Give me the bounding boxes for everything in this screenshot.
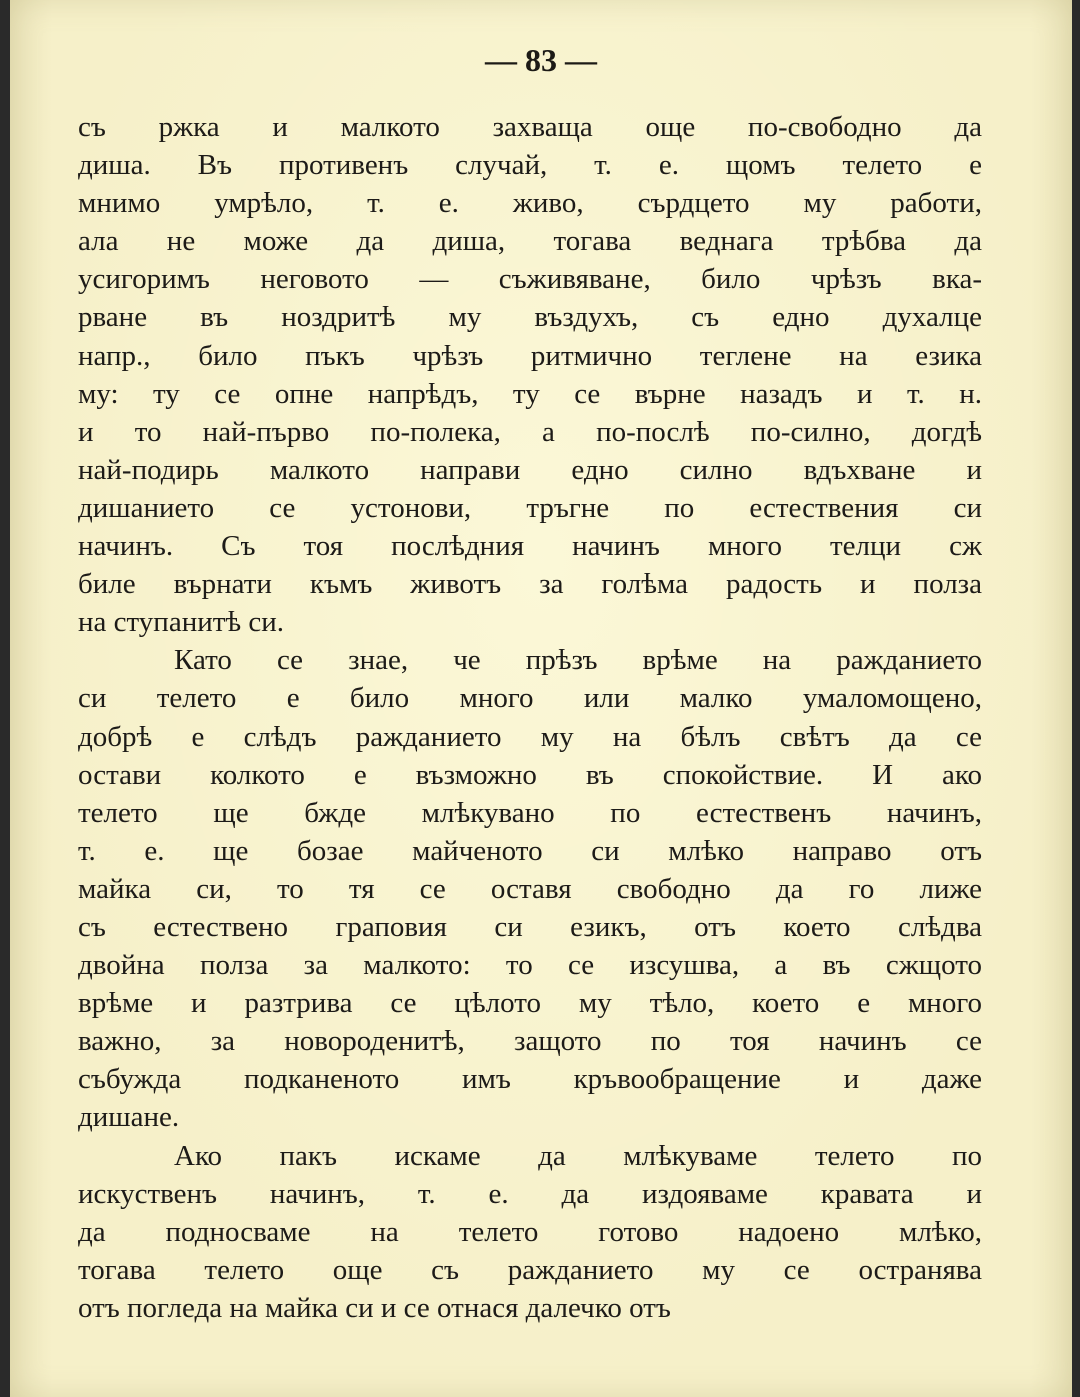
paragraph [78, 108, 982, 641]
text-line: дишанието се устонови, тръгне по естествения си [78, 491, 982, 524]
text-line: съ естествено граповия си езикъ, отъ което слѣдва [78, 910, 982, 943]
book-page [10, 0, 1072, 1397]
text-line: добрѣ е слѣдъ ражданието му на бѣлъ свѣтъ да се [78, 720, 982, 753]
text-line: мнимо умрѣло, т. е. живо, сърдцето му работи, [78, 187, 982, 220]
text-line: му: ту се опне напрѣдъ, ту се върне назадъ и т. н. [78, 377, 982, 410]
text-line: искуственъ начинъ, т. е. да издояваме кравата и [78, 1177, 982, 1210]
page-number: — 83 — [485, 42, 597, 78]
text-line: да подносваме на телето готово надоено млѣко, [78, 1215, 982, 1248]
text-line: Като се знае, че прѣзъ врѣме на ражданието [174, 644, 982, 677]
text-line: двойна полза за малкото: то се изсушва, а въ сжщото [78, 949, 982, 982]
text-line: и то най-първо по-полека, а по-послѣ по-силно, догдѣ [78, 415, 982, 448]
text-line: диша. Въ противенъ случай, т. е. щомъ телето е [78, 149, 982, 182]
text-line: съ ржка и малкото захваща още по-свободно да [78, 111, 982, 143]
text-line: отъ погледа на майка си и се отнася далечко отъ [78, 1291, 671, 1324]
paragraph [78, 641, 982, 1136]
text-line: Ако пакъ искаме да млѣкуваме телето по [174, 1139, 982, 1172]
text-line: усигоримъ неговото — съживяване, било чрѣзъ вка- [78, 263, 982, 296]
body-text [78, 108, 982, 1327]
text-line: т. е. ще бозае майченото си млѣко направо отъ [78, 834, 982, 867]
text-line: тогава телето още съ ражданието му се остранява [78, 1253, 982, 1286]
text-line: дишане. [78, 1101, 180, 1134]
text-line: на ступанитѣ си. [78, 606, 285, 639]
text-line: майка си, то тя се оставя свободно да го лиже [78, 872, 982, 905]
text-line: рване въ ноздритѣ му въздухъ, съ едно духалце [78, 301, 982, 334]
text-line: телето ще бжде млѣкувано по естественъ начинъ, [78, 796, 982, 829]
text-line: ала не може да диша, тогава веднага трѣбва да [78, 225, 982, 258]
text-line: събужда подканеното имъ кръвообращение и даже [78, 1063, 982, 1096]
text-line: биле върнати къмъ животъ за голѣма радость и полза [78, 568, 982, 601]
text-line: врѣме и разтрива се цѣлото му тѣло, което е много [78, 987, 982, 1020]
text-line: си телето е било много или малко умаломощено, [78, 682, 982, 715]
text-line: остави колкото е възможно въ спокойствие. И ако [78, 758, 982, 791]
text-line: начинъ. Съ тоя послѣдния начинъ много телци сж [78, 530, 982, 563]
paragraph [78, 1137, 982, 1327]
text-line: важно, за новороденитѣ, защото по тоя начинъ се [78, 1025, 982, 1058]
text-line: най-подирь малкото направи едно силно вдъхване и [78, 453, 982, 486]
text-line: напр., било пъкъ чрѣзъ ритмично теглене на езика [78, 339, 982, 372]
